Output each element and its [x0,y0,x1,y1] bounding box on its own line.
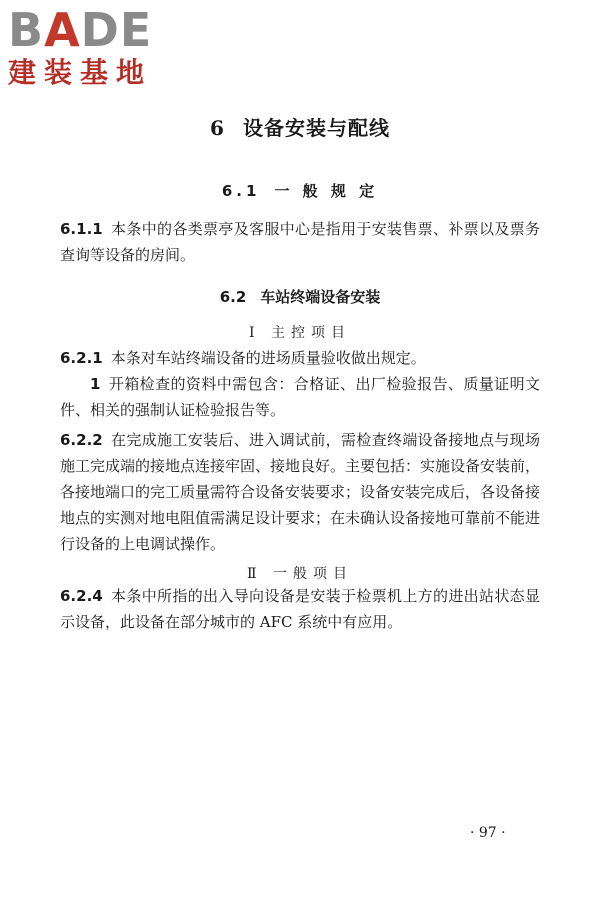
clause-paragraph [60,427,540,557]
section-number: 6.1 [221,182,261,200]
subsection-heading: Ⅱ 一般项目 [247,566,353,582]
item-text: 开箱检查的资料中需包含：合格证、出厂检验报告、质量证明文件、相关的强制认证检验报告等。 [60,375,540,419]
logo-subtitle: 建装基地 [8,56,153,89]
section-label: 车站终端设备安装 [260,288,381,306]
clause-number: 6.2.4 [60,587,103,605]
section-label: 一 般 规 定 [274,182,379,200]
clause-paragraph [60,345,540,371]
section-heading [0,286,600,307]
subsection-heading: Ⅰ 主控项目 [249,325,351,341]
page-number: · 97 · [470,825,506,841]
clause-number: 6.1.1 [60,220,103,238]
clause-paragraph [60,583,540,635]
clause-text: 本条对车站终端设备的进场质量验收做出规定。 [110,349,426,367]
clause-text: 本条中所指的出入导向设备是安装于检票机上方的进出站状态显示设备，此设备在部分城市的 AFC 系统中有应用。 [60,587,540,631]
clause-paragraph [60,216,540,268]
section-number: 6.2 [219,288,247,306]
clause-number: 6.2.2 [60,431,103,449]
chapter-heading: 设备安装与配线 [242,116,390,140]
chapter-title [0,112,600,141]
watermark-logo [8,3,178,90]
item-number: 1 [90,375,101,393]
clause-item [60,371,540,423]
chapter-number: 6 [210,116,225,140]
clause-number: 6.2.1 [60,349,103,367]
section-heading [0,180,600,201]
clause-text: 在完成施工安装后、进入调试前，需检查终端设备接地点与现场施工完成端的接地点连接牢固、接地良好。主要包括：实施设备安装前，各接地端口的完工质量需符合设备安装要求；设备安装完成后，各设备接地点的实测对地电阻值需满足设计要求；在未确认设备接地可靠前不能进行设备的上电调试操作。 [60,431,541,553]
clause-text: 本条中的各类票亭及客服中心是指用于安装售票、补票以及票务查询等设备的房间。 [60,220,540,264]
logo-brand: BADE [8,3,153,57]
